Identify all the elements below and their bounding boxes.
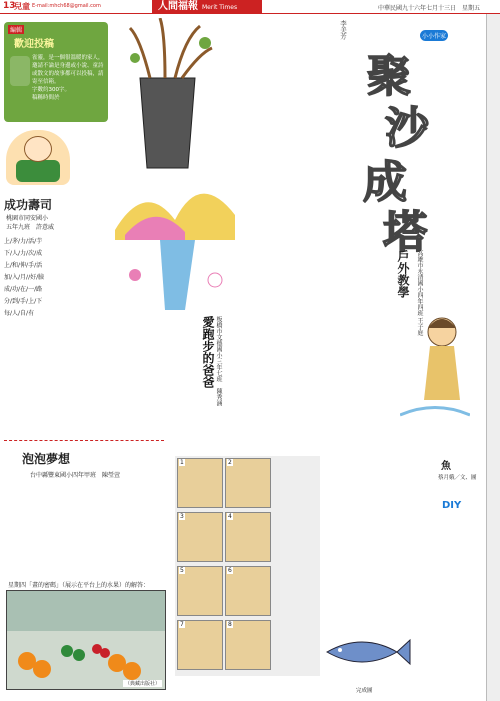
step-photo bbox=[177, 566, 223, 616]
fruit-painting bbox=[6, 590, 166, 690]
rainbow-hills-illustration bbox=[115, 160, 235, 310]
poem-row: 下∕人∕力∕次∕成 bbox=[4, 250, 43, 257]
step-number: 6 bbox=[228, 567, 232, 574]
sushi-author-name: 五年九班 許意威 bbox=[6, 224, 55, 231]
email-address[interactable]: E-mail:mhch68@gmail.com bbox=[32, 3, 101, 9]
finished-fish-caption: 完成圖 bbox=[356, 688, 373, 694]
page-number: 13 bbox=[3, 1, 16, 11]
poem-row: 上∕和∕伸∕手∕活 bbox=[4, 262, 43, 269]
callbox-body-text: 雀靈，是一個很溫暖的家人，邀請不論是身邊或小說、童詩或散文的故事都可以投稿，請寄至信箱。 bbox=[32, 55, 104, 85]
outdoor-title: 戶外教學 bbox=[396, 250, 410, 298]
section-divider bbox=[4, 440, 164, 441]
section-name: 兒童 bbox=[14, 2, 30, 11]
step-number: 4 bbox=[228, 513, 232, 520]
step-photo bbox=[177, 512, 223, 562]
title-char: 塔 bbox=[383, 207, 427, 258]
fruit-painting-image bbox=[7, 591, 165, 689]
logo-subtitle: Merit Times bbox=[202, 4, 238, 11]
submission-callbox bbox=[4, 22, 108, 122]
page-header bbox=[0, 0, 500, 14]
sushi-poem-author bbox=[6, 214, 106, 232]
logo-text: 人間福報 bbox=[158, 1, 198, 12]
callbox-title: 歡迎投稿 bbox=[14, 39, 54, 50]
girl-illustration bbox=[400, 310, 470, 425]
newspaper-logo bbox=[152, 0, 262, 14]
poem-row: 分∕到∕手∕上∕下 bbox=[4, 298, 43, 305]
poem-row: 每∕人∕自∕有 bbox=[4, 310, 35, 317]
title-char: 成 bbox=[363, 157, 407, 208]
pencil-icon bbox=[10, 56, 30, 86]
sushi-poem-title: 成功壽司 bbox=[4, 198, 53, 212]
step-number: 7 bbox=[180, 621, 184, 628]
photo-caption: 星期四「畫的密碼」（展示在平台上的水果）的解答： bbox=[8, 582, 150, 589]
fish-steps-grid bbox=[175, 456, 320, 676]
step-number: 5 bbox=[180, 567, 184, 574]
callbox-footer-1: 字數約300字。 bbox=[32, 87, 70, 93]
fish-diy-author: 蔡月娥／文、圖 bbox=[438, 475, 477, 481]
outdoor-school: 高雄市永清國小四年四班 bbox=[416, 250, 423, 316]
running-dad-title: 愛跑步的爸爸 bbox=[201, 316, 215, 388]
sand-author: 李美芳 bbox=[339, 20, 347, 40]
finished-fish-image bbox=[322, 632, 412, 672]
callbox-tag: 編輯 bbox=[10, 27, 23, 34]
step-photo bbox=[225, 512, 271, 562]
step-photo bbox=[177, 620, 223, 670]
callbox-footer-2: 稿稱時間於 bbox=[32, 95, 60, 101]
diy-label: DIY bbox=[442, 500, 462, 511]
title-char: 沙 bbox=[385, 103, 429, 154]
bubble-dream-title: 泡泡夢想 bbox=[22, 452, 71, 466]
step-number: 8 bbox=[228, 621, 232, 628]
child-face bbox=[24, 136, 52, 162]
step-photo bbox=[225, 458, 271, 508]
sand-tower-title bbox=[355, 30, 450, 258]
potted-plant-illustration bbox=[120, 18, 215, 183]
sushi-school: 桃園市同安國小 bbox=[6, 215, 49, 222]
sushi-poem-body bbox=[4, 236, 99, 320]
step-number: 2 bbox=[228, 459, 232, 466]
step-number: 1 bbox=[180, 459, 184, 466]
right-edge-strip bbox=[486, 14, 500, 701]
fish-diy-title: 魚 bbox=[441, 461, 451, 472]
poem-row: 加∕入∕月∕∕好∕臉 bbox=[4, 274, 45, 281]
bubble-dream-author: 台中縣豐東國小四年甲班 陳瑩萱 bbox=[30, 472, 121, 479]
photo-credit: （典藏出版社） bbox=[124, 681, 160, 687]
step-number: 3 bbox=[180, 513, 184, 520]
running-dad-author: 板橋市文德國小三年七班 陳秀涵 bbox=[215, 316, 222, 406]
step-photo bbox=[177, 458, 223, 508]
child-shirt bbox=[16, 160, 60, 182]
poem-row: 上∕茅∕力∕活∕芋 bbox=[4, 238, 43, 245]
series-tag: 小小作家 bbox=[420, 30, 448, 41]
step-photo bbox=[225, 566, 271, 616]
child-illustration bbox=[6, 130, 70, 185]
callbox-body bbox=[32, 54, 104, 102]
outdoor-author-name: 王子庭 bbox=[416, 317, 423, 336]
title-char: 聚 bbox=[367, 51, 411, 102]
poem-row: 成∕功∕在∕一∕路 bbox=[4, 286, 43, 293]
publication-date: 中華民國九十六年七月十三日 星期五 bbox=[377, 5, 480, 12]
step-photo bbox=[225, 620, 271, 670]
